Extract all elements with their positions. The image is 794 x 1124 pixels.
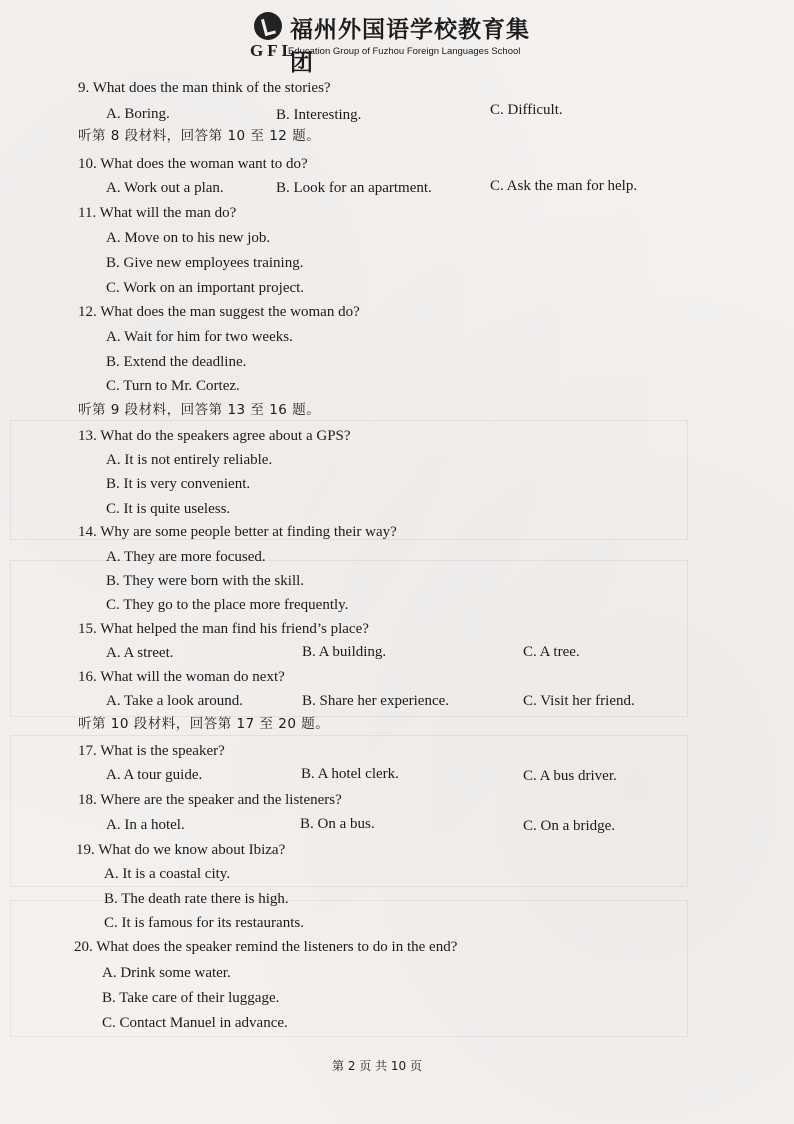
answer-option: A. Wait for him for two weeks. (106, 329, 293, 345)
answer-option: C. Ask the man for help. (490, 178, 638, 194)
answer-option: C. Work on an important project. (106, 280, 305, 296)
question-stem: 20. What does the speaker remind the listeners to do in the end? (74, 939, 458, 955)
answer-option: C. Visit her friend. (523, 693, 635, 709)
answer-option: B. It is very convenient. (106, 476, 251, 492)
question-stem: 18. Where are the speaker and the listeners? (78, 792, 342, 808)
page-header (248, 8, 548, 76)
answer-option: A. Move on to his new job. (106, 230, 271, 246)
answer-option: B. A building. (302, 644, 387, 660)
answer-option: C. Contact Manuel in advance. (102, 1015, 288, 1031)
answer-option: A. Take a look around. (106, 693, 243, 709)
answer-option: A. Boring. (106, 106, 170, 122)
answer-option: B. Interesting. (276, 107, 362, 123)
answer-option: B. The death rate there is high. (104, 891, 289, 907)
logo-text: GFL (250, 41, 297, 60)
question-stem: 9. What does the man think of the stories? (78, 80, 331, 96)
question-stem: 16. What will the woman do next? (78, 669, 285, 685)
question-stem: 14. Why are some people better at finding their way? (78, 524, 397, 540)
section-instruction: 听第 10 段材料，回答第 17 至 20 题。 (78, 716, 330, 732)
answer-option: C. They go to the place more frequently. (106, 597, 349, 613)
answer-option: B. On a bus. (300, 816, 375, 832)
answer-option: B. Look for an apartment. (276, 180, 432, 196)
answer-option: C. It is famous for its restaurants. (104, 915, 304, 931)
answer-option: C. Turn to Mr. Cortez. (106, 378, 240, 394)
answer-option: B. Give new employees training. (106, 255, 304, 271)
school-logo-icon (254, 12, 282, 40)
answer-option: A. A street. (106, 645, 174, 661)
question-stem: 12. What does the man suggest the woman do? (78, 304, 360, 320)
question-stem: 10. What does the woman want to do? (78, 156, 308, 172)
section-instruction: 听第 9 段材料，回答第 13 至 16 题。 (78, 402, 321, 418)
question-stem: 15. What helped the man find his friend’s place? (78, 621, 369, 637)
answer-option: A. Work out a plan. (106, 180, 224, 196)
question-stem: 19. What do we know about Ibiza? (76, 842, 286, 858)
answer-option: A. They are more focused. (106, 549, 266, 565)
answer-option: B. They were born with the skill. (106, 573, 305, 589)
answer-option: C. A bus driver. (523, 768, 617, 784)
question-stem: 11. What will the man do? (78, 205, 237, 221)
answer-option: A. In a hotel. (106, 817, 185, 833)
answer-option: B. Share her experience. (302, 693, 450, 709)
answer-option: A. A tour guide. (106, 767, 203, 783)
question-stem: 13. What do the speakers agree about a GPS? (78, 428, 351, 444)
answer-option: C. Difficult. (490, 102, 563, 118)
question-stem: 17. What is the speaker? (78, 743, 225, 759)
answer-option: C. A tree. (523, 644, 580, 660)
answer-option: C. It is quite useless. (106, 501, 231, 517)
answer-option: B. Take care of their luggage. (102, 990, 280, 1006)
answer-option: C. On a bridge. (523, 818, 616, 834)
answer-option: A. Drink some water. (102, 965, 231, 981)
page-number: 第 2 页 共 10 页 (332, 1059, 422, 1073)
answer-option: A. It is not entirely reliable. (106, 452, 273, 468)
answer-option: B. A hotel clerk. (301, 766, 399, 782)
answer-option: A. It is a coastal city. (104, 866, 231, 882)
answer-option: B. Extend the deadline. (106, 354, 247, 370)
school-name-cn: 福州外国语学校教育集团 (290, 16, 530, 76)
school-name-en: Education Group of Fuzhou Foreign Languages School (288, 46, 521, 57)
section-instruction: 听第 8 段材料，回答第 10 至 12 题。 (78, 128, 321, 144)
